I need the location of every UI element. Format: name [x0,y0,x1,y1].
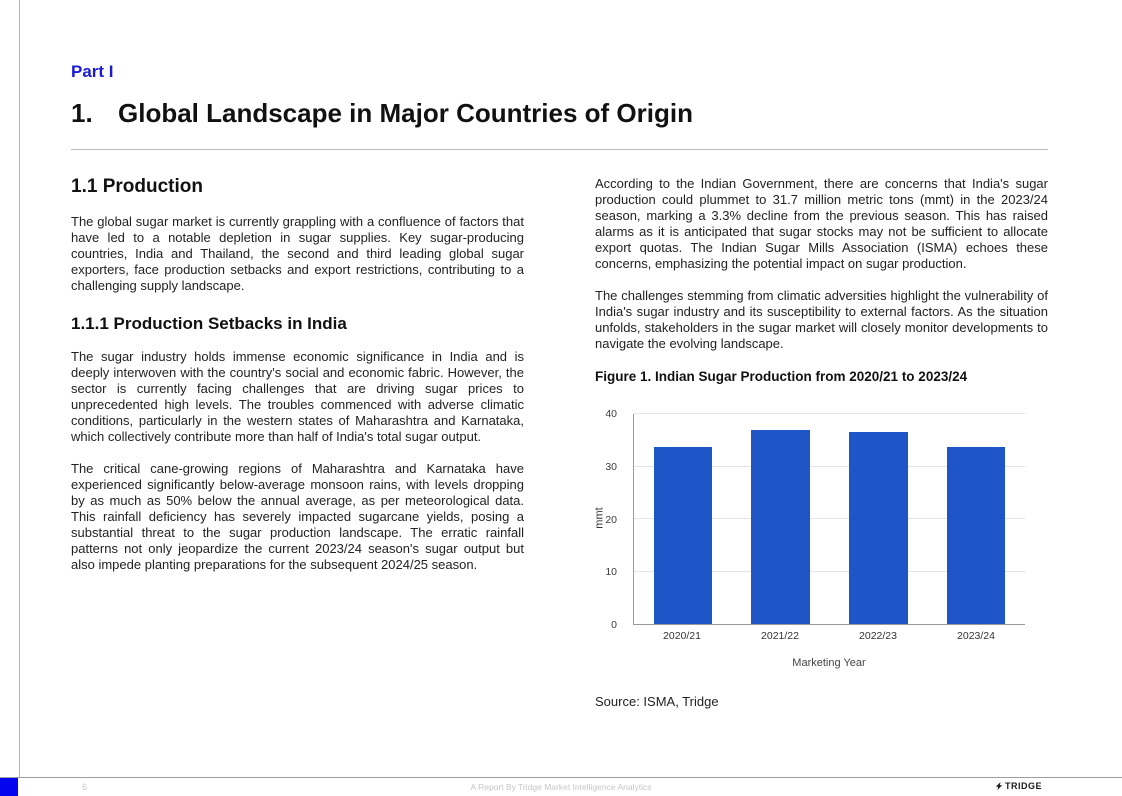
chart-x-axis [633,630,1025,642]
page-left-border [19,0,20,777]
heading-production: 1.1 Production [71,176,203,197]
x-axis-tick: 2021/22 [761,630,799,642]
bar-2023/24 [947,447,1006,624]
paragraph-setbacks-2: The critical cane-growing regions of Maharashtra and Karnataka have experienced significantly below-average monsoon rains, with levels dropping by as much as 50% below the annual average, as per meteorological data. This rainfall deficiency has severely impacted sugarcane yields, posing a substantial threat to the sugar production landscape. The erratic rainfall patterns not only jeopardize the current 2023/24 season's sugar output but also impede planting preparations for the subsequent 2024/25 season. [71,461,524,572]
two-column-layout [71,176,1048,709]
y-axis-tick: 10 [605,566,617,579]
bar-2021/22 [751,430,810,624]
right-column [595,176,1048,709]
part-label: Part I [71,62,114,81]
paragraph-setbacks-1: The sugar industry holds immense economic significance in India and is deeply interwoven with the country's social and economic fabric. However, the sector is currently facing challenges that are driving sugar prices to unprecedented high levels. The troubles commenced with adverse climatic conditions, particularly in the western states of Maharashtra and Karnataka, which collectively contribute more than half of India's total sugar output. [71,349,524,444]
paragraph-production: The global sugar market is currently grappling with a confluence of factors that have led to a notable depletion in sugar supplies. Key sugar-producing countries, India and Thailand, the second and third leading global sugar exporters, face production setbacks and export restrictions, contributing to a challenging supply landscape. [71,214,524,293]
paragraph-government: According to the Indian Government, there are concerns that India's sugar production could plummet to 31.7 million metric tons (mmt) in the 2023/24 season, marking a 3.3% decline from the previous season. This has raised alarms as it is anticipated that sugar stocks may not be sufficient to allocate export quotas. The Indian Sugar Mills Association (ISMA) echoes these concerns, emphasizing the potential impact on sugar production. [595,176,1048,271]
bar-band [732,414,830,624]
title-divider [71,149,1048,150]
page-number: 6 [82,782,88,792]
x-axis-tick: 2023/24 [957,630,995,642]
tridge-logo [995,781,1042,791]
section-number: 1. [71,98,93,128]
paragraph-challenges: The challenges stemming from climatic adversities highlight the vulnerability of India's sugar industry and its susceptibility to external factors. As the situation unfolds, stakeholders in the sugar market will closely monitor developments to navigate the evolving landscape. [595,288,1048,351]
left-column [71,176,524,709]
tridge-logo-text: TRIDGE [1004,781,1042,791]
heading-setbacks-india: 1.1.1 Production Setbacks in India [71,314,347,333]
figure-source: Source: ISMA, Tridge [595,694,719,709]
figure-caption: Figure 1. Indian Sugar Production from 2020/21 to 2023/24 [595,369,968,384]
x-axis-tick: 2020/21 [663,630,701,642]
y-axis-tick: 30 [605,460,617,473]
y-axis-tick: 0 [611,619,617,631]
bar-band [634,414,732,624]
page-content [71,0,1048,709]
bar-band [927,414,1025,624]
x-axis-tick: 2022/23 [859,630,897,642]
footer-center-text: A Report By Tridge Market Intelligence Analytics [470,782,652,792]
chart-y-axis [595,408,625,631]
bar-2022/23 [849,432,908,624]
section-title: Global Landscape in Major Countries of Origin [118,98,693,128]
y-axis-tick: 40 [605,408,617,420]
chart-y-axis-label: mmt [593,507,606,529]
bar-band [830,414,928,624]
tridge-logo-icon [995,782,1003,790]
bar-2020/21 [654,447,713,624]
page-title [71,98,1048,129]
y-axis-tick: 20 [605,513,617,526]
chart-plot [633,414,1025,625]
footer [0,778,1122,796]
chart-x-axis-label: Marketing Year [792,657,866,669]
figure-bar-chart [593,408,1025,672]
